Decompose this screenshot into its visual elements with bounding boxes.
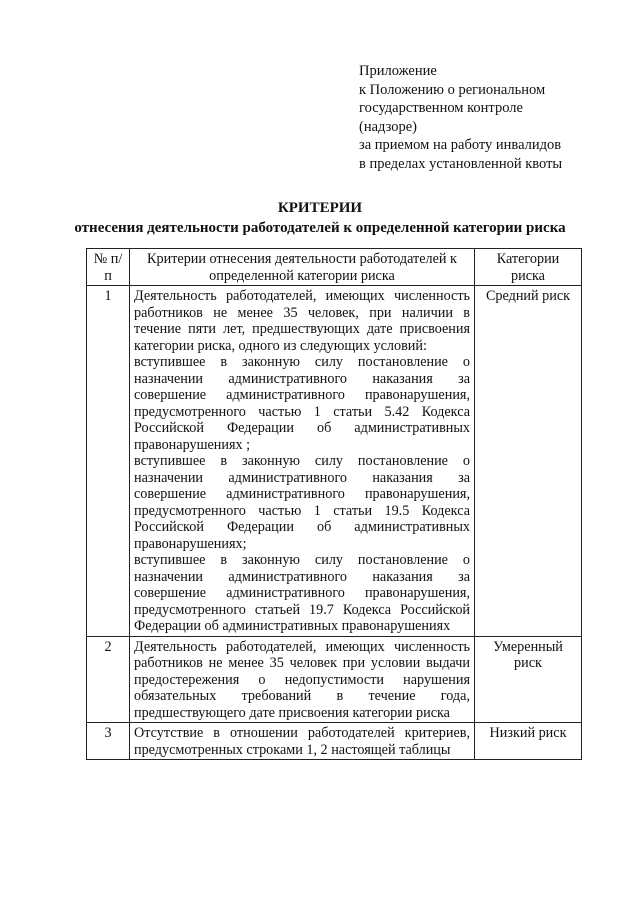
criteria-paragraph: Отсутствие в отношении работодателей критериев, предусмотренных строками 1, 2 настоящей таблицы [134, 725, 470, 758]
criteria-paragraph: вступившее в законную силу постановление о назначении административного наказания за совершение административного правонарушения, предусмотренного статьей 19.7 Кодекса Российской Федерации об административных правонарушениях [134, 552, 470, 634]
document-title [0, 199, 640, 237]
row-criteria [130, 636, 475, 723]
header-criteria: Критерии отнесения деятельности работодателей к определенной категории риска [130, 249, 475, 286]
header-category: Категории риска [475, 249, 582, 286]
appendix-line: государственном контроле [359, 100, 523, 116]
row-category: Умеренный риск [475, 636, 582, 723]
row-num: 3 [87, 723, 130, 760]
row-criteria [130, 723, 475, 760]
criteria-paragraph: Деятельность работодателей, имеющих численность работников не менее 35 человек при условии выдачи предостережения о недопустимости нарушения обязательных требований в течение года, предшествующего дате присвоения категории риска [134, 638, 470, 721]
row-num: 1 [87, 286, 130, 637]
criteria-paragraph: вступившее в законную силу постановление о назначении административного наказания за совершение административного правонарушения, предусмотренного частью 1 статьи 5.42 Кодекса Российской Федерации об административных правонарушениях ; [134, 354, 470, 453]
appendix-line: в пределах установленной квоты [359, 155, 563, 172]
appendix-line: (надзоре) [359, 118, 417, 135]
appendix-line: к Положению о региональном [359, 81, 546, 98]
criteria-table [86, 248, 582, 760]
criteria-paragraph: вступившее в законную силу постановление о назначении административного наказания за совершение административного правонарушения, предусмотренного частью 1 статьи 19.5 Кодекса Российской Федерации об административных правонарушениях; [134, 453, 470, 552]
table-header-row [87, 249, 582, 286]
header-num: № п/п [87, 249, 130, 286]
title-subtitle: отнесения деятельности работодателей к определенной категории риска [74, 220, 566, 236]
row-criteria [130, 286, 475, 637]
appendix-line: за приемом на работу инвалидов [359, 137, 562, 153]
table-row [87, 286, 582, 637]
row-num: 2 [87, 636, 130, 723]
appendix-line: Приложение [359, 63, 437, 79]
row-category: Низкий риск [475, 723, 582, 760]
criteria-paragraph: Деятельность работодателей, имеющих численность работников не менее 35 человек, при наличии в течение пяти лет, предшествующих дате присвоения категории риска, одного из следующих условий: [134, 288, 470, 354]
appendix-header [359, 62, 562, 173]
table-row [87, 636, 582, 723]
table-row [87, 723, 582, 760]
row-category: Средний риск [475, 286, 582, 637]
title-main: КРИТЕРИИ [277, 200, 363, 216]
